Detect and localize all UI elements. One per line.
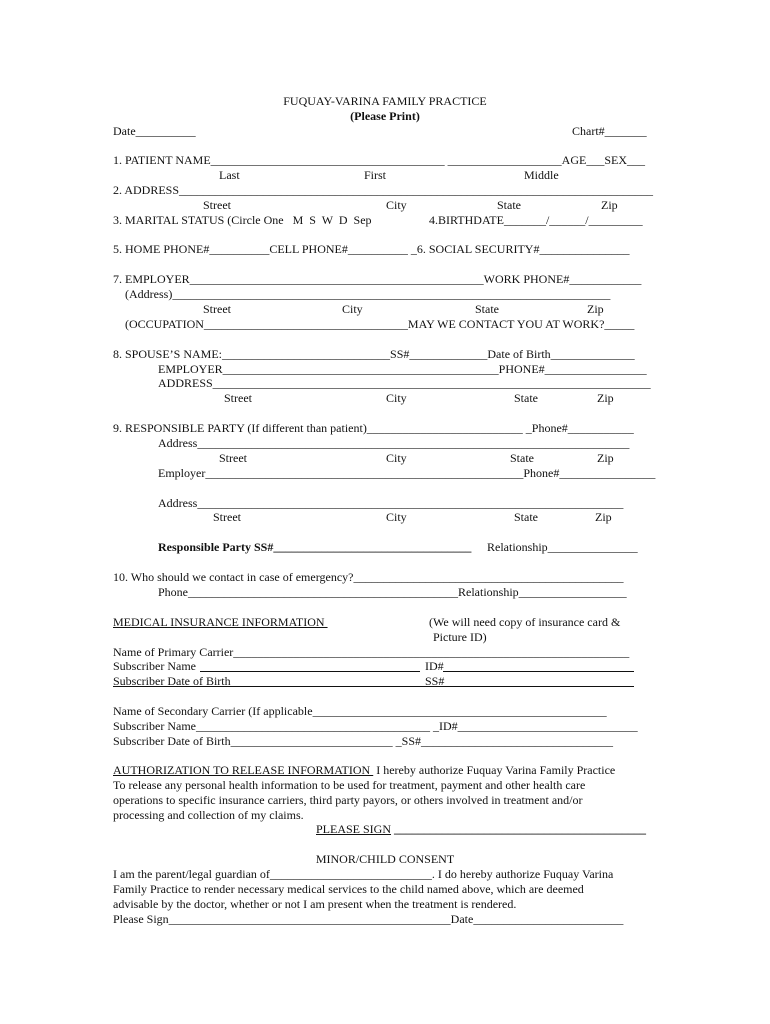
primary-dob-label: Subscriber Date of Birth <box>113 674 231 688</box>
responsible-street-label: Street <box>219 451 247 465</box>
employer-address-field[interactable]: (Address)_________________________________________________________________________ <box>125 287 611 301</box>
patient-name-middle-label: Middle <box>524 168 559 182</box>
patient-name-field[interactable]: 1. PATIENT NAME_______________________________________ ___________________AGE___SEX___ <box>113 153 646 167</box>
primary-subscriber-id-label: ID# <box>425 659 444 673</box>
minor-consent-heading: MINOR/CHILD CONSENT <box>315 852 455 866</box>
employer-state-label: State <box>475 302 499 316</box>
responsible-party-field[interactable]: 9. RESPONSIBLE PARTY (If different than patient)__________________________ _Phone#___________ <box>113 421 634 435</box>
insurance-note-line2: Picture ID) <box>433 630 487 644</box>
primary-subscriber-name-label: Subscriber Name <box>113 659 196 673</box>
date-field[interactable]: Date__________ <box>113 124 196 138</box>
spouse-state-label: State <box>514 391 538 405</box>
responsible-zip-label: Zip <box>597 451 614 465</box>
employer-city-label: City <box>342 302 363 316</box>
marital-status-field[interactable]: 3. MARITAL STATUS (Circle One M S W D Sep <box>113 213 372 227</box>
authorization-text-4: processing and collection of my claims. <box>113 808 304 822</box>
address-city-label: City <box>386 198 407 212</box>
authorization-heading: AUTHORIZATION TO RELEASE INFORMATION <box>113 763 374 777</box>
responsible-state-label: State <box>510 451 534 465</box>
spouse-zip-label: Zip <box>597 391 614 405</box>
authorization-text-3: operations to specific insurance carriers, third party payors, or others involved in treatment and/or <box>113 793 583 807</box>
responsible-employer-field[interactable]: Employer_____________________________________________________Phone#________________ <box>158 466 656 480</box>
responsible-city2-label: City <box>386 510 407 524</box>
form-subtitle: (Please Print) <box>350 109 420 123</box>
patient-address-field[interactable]: 2. ADDRESS_______________________________________________________________________________ <box>113 183 654 197</box>
secondary-subscriber-field[interactable]: Subscriber Name_______________________________________ _ID#______________________________ <box>113 719 638 733</box>
secondary-dob-field[interactable]: Subscriber Date of Birth___________________________ _SS#________________________________ <box>113 734 613 748</box>
secondary-carrier-field[interactable]: Name of Secondary Carrier (If applicable_________________________________________________ <box>113 704 607 718</box>
form-title: FUQUAY-VARINA FAMILY PRACTICE <box>283 94 487 108</box>
phone-ssn-field[interactable]: 5. HOME PHONE#__________CELL PHONE#__________ _6. SOCIAL SECURITY#_______________ <box>113 242 630 256</box>
authorization-line1 <box>113 763 615 778</box>
emergency-contact-field[interactable]: 10. Who should we contact in case of emergency?_____________________________________________ <box>113 570 624 584</box>
employer-zip-label: Zip <box>587 302 604 316</box>
primary-ss-label: SS# <box>425 674 445 688</box>
address-state-label: State <box>497 198 521 212</box>
spouse-name-field[interactable]: 8. SPOUSE’S NAME:____________________________SS#_____________Date of Birth______________ <box>113 347 635 361</box>
minor-consent-sign-field[interactable]: Please Sign_______________________________________________Date_________________________ <box>113 912 624 926</box>
authorization-signature-line[interactable]: __________________________________________ <box>391 822 647 836</box>
responsible-city-label: City <box>386 451 407 465</box>
primary-dob-ss-line[interactable] <box>113 686 634 687</box>
responsible-ss-field[interactable]: Responsible Party SS#_________________________________ <box>158 540 472 554</box>
address-street-label: Street <box>203 198 231 212</box>
primary-carrier-field[interactable]: Name of Primary Carrier__________________________________________________________________ <box>113 645 630 659</box>
insurance-note-line1: (We will need copy of insurance card & <box>429 615 621 629</box>
occupation-field[interactable]: (OCCUPATION__________________________________MAY WE CONTACT YOU AT WORK?_____ <box>125 317 635 331</box>
responsible-address2-field[interactable]: Address_______________________________________________________________________ <box>158 496 624 510</box>
insurance-heading: MEDICAL INSURANCE INFORMATION <box>113 615 328 629</box>
responsible-state2-label: State <box>514 510 538 524</box>
employer-field[interactable]: 7. EMPLOYER_________________________________________________WORK PHONE#____________ <box>113 272 642 286</box>
employer-street-label: Street <box>203 302 231 316</box>
primary-subscriber-id-line[interactable] <box>443 671 634 672</box>
emergency-phone-field[interactable]: Phone_____________________________________________Relationship__________________ <box>158 585 627 599</box>
minor-consent-text-2: Family Practice to render necessary medical services to the child named above, which are deemed <box>113 882 584 896</box>
minor-consent-text-1[interactable]: I am the parent/legal guardian of___________________________. I do hereby authorize Fuquay Varina <box>113 867 614 881</box>
authorization-sign-row <box>316 822 646 837</box>
responsible-street2-label: Street <box>213 510 241 524</box>
patient-name-last-label: Last <box>219 168 240 182</box>
chart-number-field[interactable]: Chart#_______ <box>572 124 647 138</box>
responsible-address-field[interactable]: Address________________________________________________________________________ <box>158 436 630 450</box>
authorization-text-2: To release any personal health information to be used for treatment, payment and other health care <box>113 778 586 792</box>
patient-name-first-label: First <box>364 168 387 182</box>
responsible-zip2-label: Zip <box>595 510 612 524</box>
spouse-employer-field[interactable]: EMPLOYER______________________________________________PHONE#_________________ <box>158 362 647 376</box>
spouse-street-label: Street <box>224 391 252 405</box>
primary-subscriber-name-line[interactable] <box>200 671 420 672</box>
birthdate-field[interactable]: 4.BIRTHDATE_______/______/_________ <box>429 213 643 227</box>
spouse-city-label: City <box>386 391 407 405</box>
please-sign-label: PLEASE SIGN <box>316 822 392 836</box>
spouse-address-field[interactable]: ADDRESS_________________________________________________________________________ <box>158 376 651 390</box>
minor-consent-text-3: advisable by the doctor, whether or not I am present when the treatment is rendered. <box>113 897 517 911</box>
authorization-text-1: I hereby authorize Fuquay Varina Family Practice <box>373 763 616 777</box>
responsible-relationship-field[interactable]: Relationship_______________ <box>487 540 638 554</box>
address-zip-label: Zip <box>601 198 618 212</box>
